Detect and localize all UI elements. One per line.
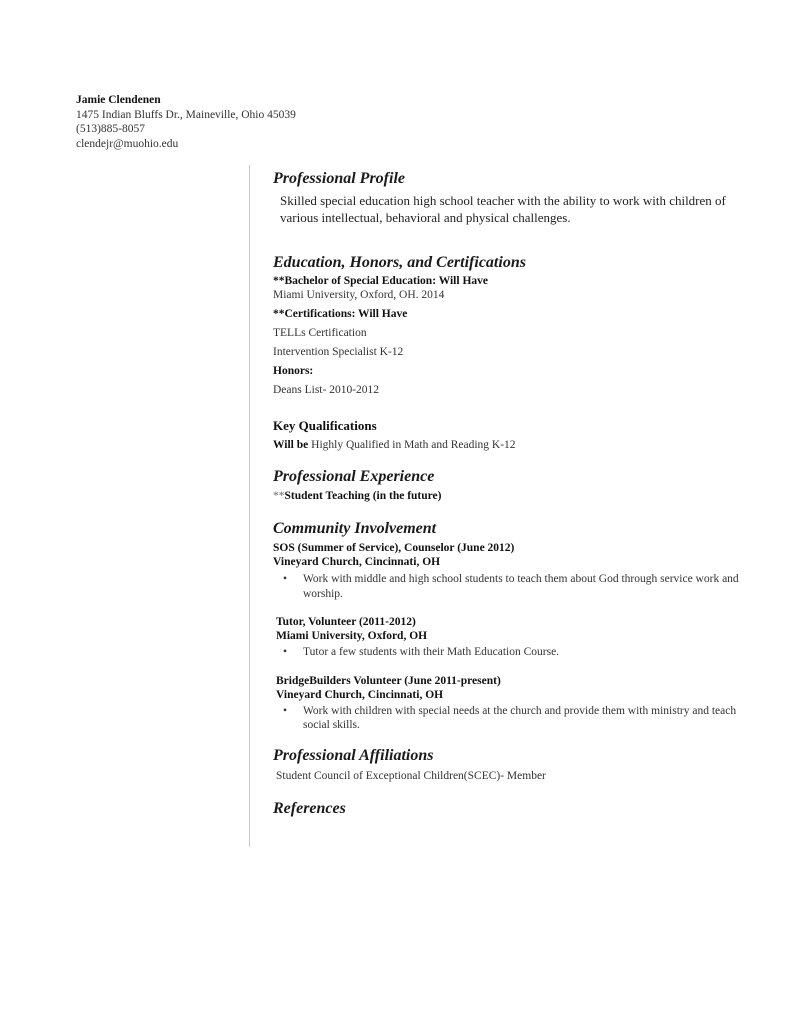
entry-org: Miami University, Oxford, OH (276, 630, 428, 642)
community-entry-sos (273, 541, 753, 601)
degree-title-text: **Bachelor of Special Education: Will Have (273, 275, 488, 287)
degree-school: Miami University, Oxford, OH. 2014 (273, 289, 445, 301)
profile-text: Skilled special education high school teacher with the ability to work with children of various intellectual, behavioral and physical challenges. (280, 193, 726, 225)
experience-heading: Professional Experience (273, 468, 435, 485)
honors-item: Deans List- 2010-2012 (273, 384, 380, 396)
community-entry-tutor (273, 615, 753, 660)
honors-title (273, 364, 753, 378)
entry-title: Tutor, Volunteer (2011-2012) (276, 616, 416, 628)
bullet-glyph: • (283, 704, 288, 717)
experience-prefix: ** (273, 490, 285, 502)
entry-bullet-text: Work with children with special needs at the church and provide them with ministry and teach social skills. (303, 704, 737, 731)
resume-main (273, 165, 753, 819)
qualifications-text: Highly Qualified in Math and Reading K-12 (308, 439, 516, 451)
entry-bullet (276, 704, 753, 733)
entry-bullet-text: Tutor a few students with their Math Education Course. (303, 646, 560, 658)
education-heading: Education, Honors, and Certifications (273, 254, 526, 271)
entry-org: Vineyard Church, Cincinnati, OH (276, 688, 444, 701)
entry-bullet (273, 572, 753, 601)
references-heading: References (273, 799, 346, 817)
bullet-glyph: • (283, 646, 288, 658)
community-entry-bridgebuilders (273, 674, 753, 733)
degree-title (273, 274, 753, 288)
entry-bullet-text: Work with middle and high school students to teach them about God through service work and worship. (303, 573, 739, 600)
entry-title: SOS (Summer of Service), Counselor (June 2012) (273, 542, 515, 554)
affiliations-heading: Professional Affiliations (273, 746, 434, 764)
community-heading: Community Involvement (273, 520, 437, 537)
qualifications-line (273, 438, 753, 452)
contact-email: clendejr@muohio.edu (76, 137, 179, 150)
cert-item: TELLs Certification (273, 327, 367, 339)
contact-block (76, 93, 296, 151)
affiliations-text: Student Council of Exceptional Children(SCEC)- Member (276, 769, 546, 782)
vertical-divider (249, 165, 250, 847)
entry-org: Vineyard Church, Cincinnati, OH (273, 556, 441, 568)
honors-title-text: Honors: (273, 365, 314, 377)
cert-title-text: **Certifications: Will Have (273, 308, 408, 320)
contact-name: Jamie Clendenen (76, 94, 161, 106)
profile-heading: Professional Profile (273, 170, 405, 187)
experience-line (273, 489, 753, 503)
bullet-glyph: • (283, 573, 288, 585)
entry-bullet (276, 645, 753, 660)
experience-text: Student Teaching (in the future) (284, 490, 442, 502)
qualifications-prefix: Will be (273, 439, 309, 451)
cert-title (273, 307, 753, 321)
entry-title: BridgeBuilders Volunteer (June 2011-present) (276, 674, 501, 687)
contact-phone: (513)885-8057 (76, 123, 145, 135)
cert-item: Intervention Specialist K-12 (273, 346, 404, 358)
qualifications-heading: Key Qualifications (273, 418, 377, 433)
contact-address: 1475 Indian Bluffs Dr., Maineville, Ohio 45039 (76, 108, 296, 121)
